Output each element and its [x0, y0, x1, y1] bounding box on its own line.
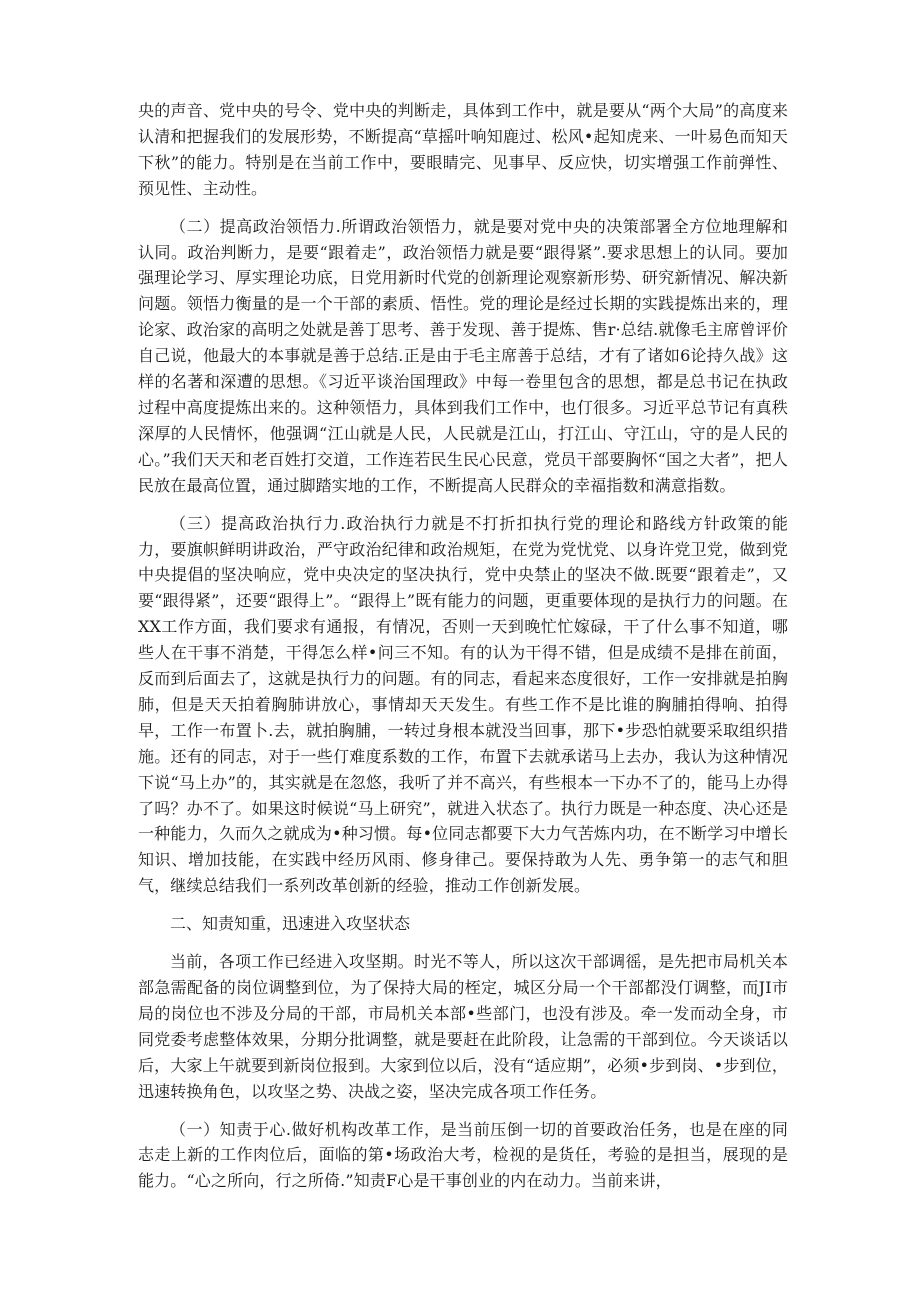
section-title: 二、知责知重，迅速进入攻坚状态 — [170, 914, 411, 934]
paragraph-4: 当前，各项工作已经进入攻坚期。时光不等人，所以这次干部调徭，是先把市局机关本部急需配备的岗位调整到位，为了保持大局的桎定，城区分局一个干部都没仃调整，而JI市局的岗位也不涉及分局的干部，市局机关本部•些部门，也没有涉及。牵一发而动全身，市同党委考虑整体效果，分期分批调整，就是要赶在此阶段，让急需的干部到位。今天谈话以后，大家上午就要到新岗位报到。大家到位以后，没有“适应期”，必须•步到岗、•步到位，迅速转换角色，以攻坚之势、决战之姿，坚决完成各项工作任务。 — [138, 952, 788, 1101]
paragraph-5: （一）知责于心.做好机构改革工作，是当前压倒一切的首要政治任务，也是在座的同志走上新的工作肉位后，面临的第•场政治大考，检视的是货任，考验的是担当，展现的是能力。“心之所向，行之所倚.”知责F心是干事创业的内在动力。当前来讲， — [138, 1119, 788, 1191]
paragraph-3: （三）提高政治执行力.政治执行力就是不打折扣执行党的理论和路线方针政策的能力，要旗帜鲜明讲政治，严守政治纪律和政治规矩，在党为党忧党、以身许党卫党，做到党中央提倡的坚决响应，党中央决定的坚决执行，党中央禁止的坚决不做.既要“跟着走”，又要“跟得紧”，还要“跟得上”。“跟得上”既有能力的问题，更重要体现的是执行力的问题。在XX工作方面，我们要求有通报，有情况，否则一天到晚忙忙嫁碌，干了什么事不知道，哪些人在干事不消楚，干得怎么样•问三不知。有的认为干得不错，但是成绩不是排在前面，反而到后面去了，这就是执行力的问题。有的同志，看起来态度很好，工作一安排就是拍胸肺，但是天天拍着胸肺讲放心，事情却天天发生。有些工作不是比谁的胸脯拍得响、拍得早，工作一布置卜.去，就拍胸脯，一转过身根本就没当回事，那下•步恐怕就要采取组织措施。还有的同志，对于一些仃难度系数的工作，布置下去就承诺马上去办，我认为这种情况下说“马上办”的，其实就是在忽悠，我听了并不高兴，有些根本一下办不了的，能马上办得了吗？办不了。如果这时候说“马上研究”，就进入状态了。执行力既是一种态度、决心还是一种能力，久而久之就成为•种习惯。每•位同志都要下大力气苦炼内功，在不断学习中增长知识、增加技能，在实践中经历风雨、修身律己。要保持敢为人先、勇争第一的志气和胆气，继续总结我们一系列改革创新的经验，推动工作创新发展。 — [138, 513, 788, 896]
document-page — [138, 98, 788, 1194]
paragraph-2: （二）提高政治领悟力.所谓政治领悟力，就是要对党中央的决策部署全方位地理解和认同。政治判断力，是要“跟着走”，政治领悟力就是要“跟得紧”.要求思想上的认同。要加强理论学习、厚实理论功底，日党用新时代党的创新理论观察新形势、研究新情况、解决新问题。领悟力衡量的是一个干部的素质、悟性。党的理论是经过长期的实践提炼出来的，理论家、政治家的高明之处就是善丁思考、善于发现、善于提炼、售r·总结.就像毛主席曾评价自己说，他最大的本事就是善于总结.正是由于毛主席善于总结，才有了诸如6论持久战》这样的名著和深遭的思想。《习近平谈治国理政》中每一卷里包含的思想，都是总书记在执政过程中高度提炼出来的。这种领悟力，具体到我们工作中，也仃很多。习近平总节记有真秩深厚的人民情怀，他强调“江山就是人民，人民就是江山，打江山、守江山，守的是人民的心。”我们天天和老百姓打交道，工作连若民生民心民意，党员干部要胸怀“国之大者”，把人民放在最高位置，通过脚踏实地的工作，不断提高人民群众的幸福指数和满意指数。 — [138, 216, 788, 495]
paragraph-1: 央的声音、党中央的号令、党中央的判断走，具体到工作中，就是要从“两个大局”的高度来认清和把握我们的发展形势，不断提高“草摇叶响知鹿过、松风•起知虎来、一叶易色而知天下秋”的能力。特别是在当前工作中，要眼睛完、见事早、反应快，切实增强工作前弹性、预见性、主动性。 — [138, 101, 788, 198]
